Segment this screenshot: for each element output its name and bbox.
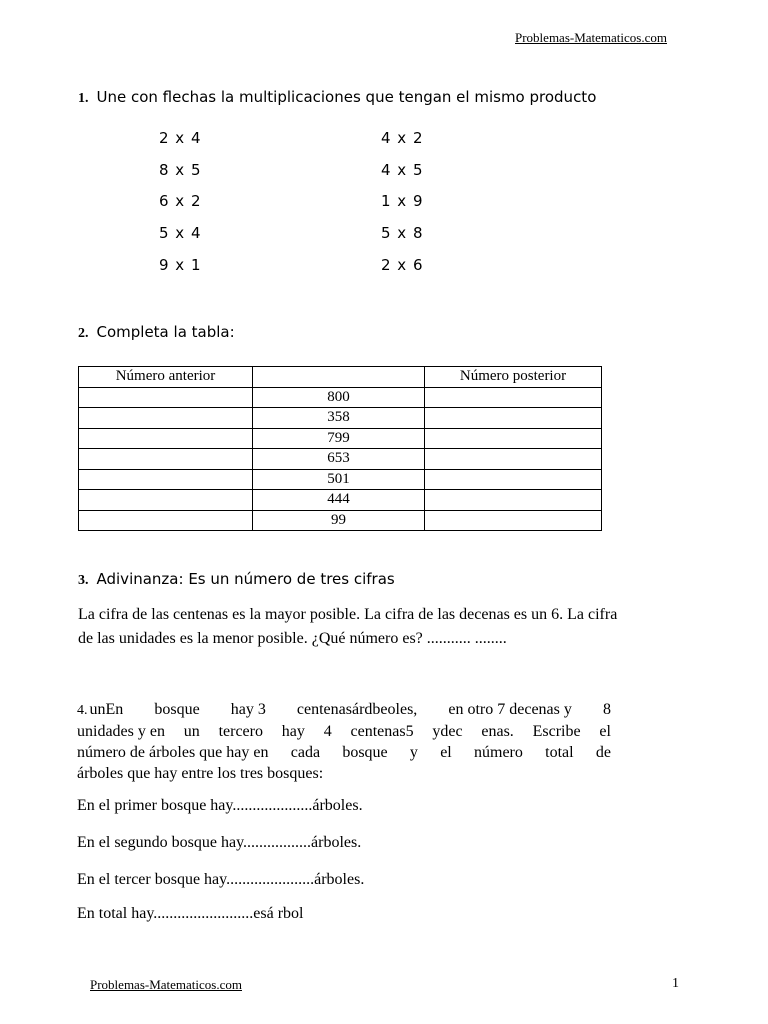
q4-word: número de árboles que hay en [77, 744, 269, 761]
q4-word: 4 [323, 723, 332, 740]
table-row [79, 510, 602, 531]
number-cell: 653 [253, 449, 425, 470]
next-cell[interactable] [425, 490, 602, 511]
header-site-link[interactable]: Problemas-Matematicos.com [515, 30, 667, 45]
q1-left-item: 9 x 1 [159, 256, 202, 274]
number-cell: 800 [253, 387, 425, 408]
q1-right-item: 2 x 6 [381, 256, 424, 274]
q1-left-item: 6 x 2 [159, 192, 202, 210]
q2-heading [78, 323, 235, 342]
q4-answer-third: En el tercer bosque hay......................árboles. [77, 871, 365, 888]
q4-line-2 [77, 721, 611, 742]
q4-word: en otro 7 decenas y [448, 701, 572, 718]
q4-answer-first: En el primer bosque hay....................árboles. [77, 797, 363, 814]
number-cell: 444 [253, 490, 425, 511]
q4-word: y [409, 744, 418, 761]
q4-line-3 [77, 742, 611, 763]
q4-word: ydec [432, 723, 463, 740]
table-row [79, 387, 602, 408]
q4-word: árboles que hay entre los tres bosques: [77, 765, 324, 782]
table-header-row [79, 367, 602, 388]
q1-number: 1. [78, 91, 89, 106]
previous-cell[interactable] [79, 490, 253, 511]
number-cell: 501 [253, 469, 425, 490]
previous-cell[interactable] [79, 449, 253, 470]
q4-word: bosque [342, 744, 388, 761]
q1-right-item: 4 x 5 [381, 161, 424, 179]
q4-word: unidades y en [77, 723, 165, 740]
q2-number: 2. [78, 326, 89, 341]
q1-left-item: 2 x 4 [159, 129, 202, 147]
number-cell: 99 [253, 510, 425, 531]
q3-number: 3. [78, 573, 89, 588]
q1-heading [78, 88, 596, 107]
number-table [78, 366, 602, 531]
q1-right-item: 4 x 2 [381, 129, 424, 147]
q4-answer-second: En el segundo bosque hay.................árboles. [77, 834, 362, 851]
previous-cell[interactable] [79, 408, 253, 429]
q4-word: centenas5 [350, 723, 414, 740]
q3-line-2: de las unidades es la menor posible. ¿Qué número es? ........... ........ [78, 630, 507, 647]
q4-word: 8 [602, 701, 611, 718]
q4-paragraph [77, 699, 611, 784]
next-cell[interactable] [425, 449, 602, 470]
q4-word: hay 3 [230, 701, 266, 718]
q1-right-item: 1 x 9 [381, 192, 424, 210]
q4-word: enas. [481, 723, 514, 740]
q4-number: 4. [77, 703, 88, 718]
next-cell[interactable] [425, 428, 602, 449]
q3-heading [78, 570, 395, 589]
table-row [79, 490, 602, 511]
q4-word: el [440, 744, 452, 761]
q4-word: bosque [154, 701, 200, 718]
q4-answer-total: En total hay.........................esá rbol [77, 905, 304, 922]
next-cell[interactable] [425, 387, 602, 408]
table-row [79, 449, 602, 470]
header-next: Número posterior [425, 367, 602, 388]
header-previous: Número anterior [79, 367, 253, 388]
q1-left-item: 8 x 5 [159, 161, 202, 179]
q4-word: hay [281, 723, 305, 740]
q3-title: Adivinanza: Es un número de tres cifras [96, 570, 395, 588]
page-number: 1 [672, 976, 679, 991]
table-row [79, 469, 602, 490]
footer-site-link[interactable]: Problemas-Matematicos.com [90, 977, 242, 992]
q4-word: total [545, 744, 574, 761]
q1-title: Une con flechas la multiplicaciones que tengan el mismo producto [96, 88, 597, 106]
table-row [79, 408, 602, 429]
next-cell[interactable] [425, 469, 602, 490]
number-cell: 799 [253, 428, 425, 449]
next-cell[interactable] [425, 408, 602, 429]
q4-word: centenasárdbeoles, [296, 701, 418, 718]
q1-left-item: 5 x 4 [159, 224, 202, 242]
q4-word: Escribe [532, 723, 581, 740]
q4-word: cada [290, 744, 321, 761]
q2-title: Completa la tabla: [96, 323, 235, 341]
previous-cell[interactable] [79, 510, 253, 531]
q4-word: el [599, 723, 611, 740]
q1-right-item: 5 x 8 [381, 224, 424, 242]
header-number [253, 367, 425, 388]
previous-cell[interactable] [79, 428, 253, 449]
previous-cell[interactable] [79, 469, 253, 490]
q4-line-4 [77, 763, 611, 784]
q4-word: unEn [89, 701, 124, 718]
q4-word: tercero [218, 723, 263, 740]
q3-line-1: La cifra de las centenas es la mayor posible. La cifra de las decenas es un 6. La cifra [78, 606, 618, 623]
q4-line-1 [77, 699, 611, 721]
table-row [79, 428, 602, 449]
next-cell[interactable] [425, 510, 602, 531]
q4-word: número [474, 744, 523, 761]
q4-word: de [595, 744, 611, 761]
number-cell: 358 [253, 408, 425, 429]
previous-cell[interactable] [79, 387, 253, 408]
q4-word: un [183, 723, 200, 740]
